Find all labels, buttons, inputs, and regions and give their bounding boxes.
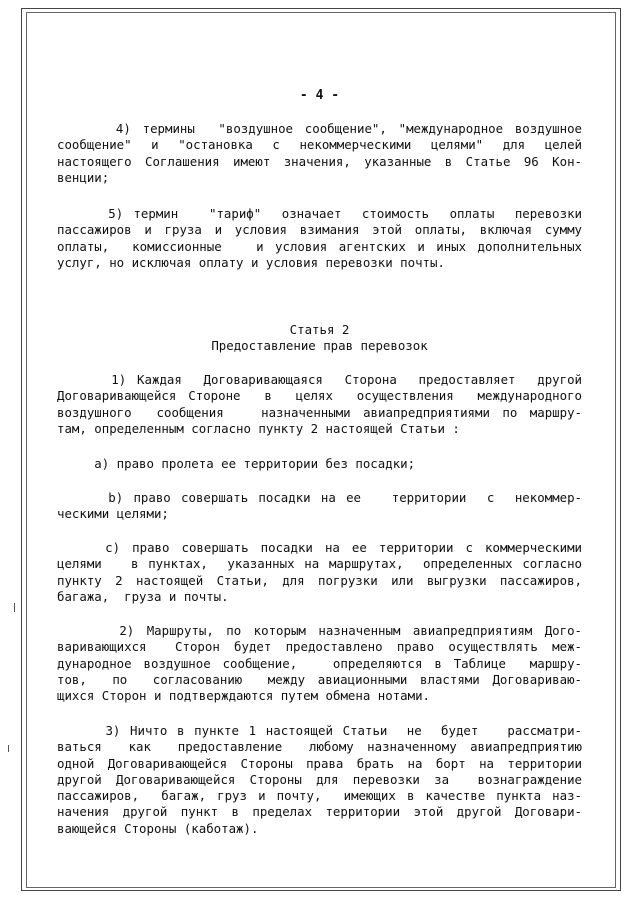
text-line: 1) Каждая Договаривающаяся Сторона предоставляет другой xyxy=(57,372,582,387)
paragraph-grant-of-rights xyxy=(57,372,582,437)
text-line: пассажиров и груза и условия взимания этой оплаты, включая сумму xyxy=(57,222,582,238)
text-line: ческими целями; xyxy=(57,506,169,522)
scan-edge-mark xyxy=(8,745,9,752)
text-line: сообщение" и "остановка с некоммерческими целями" для целей xyxy=(57,137,582,153)
text-line: вающейся Стороны (каботаж). xyxy=(57,820,259,836)
text-line: пассажиров, багаж, груз и почту, имеющих в качестве пункта наз- xyxy=(57,788,582,804)
text-line: венции; xyxy=(57,169,110,185)
text-line: другой Договаривающейся Стороны для перевозки за вознаграждение xyxy=(57,771,582,787)
paragraph-item-c xyxy=(57,540,582,605)
article-heading xyxy=(57,322,582,355)
text-line: багажа, груза и почты. xyxy=(57,588,229,604)
text-line: тов, по согласованию между авиационными властями Договариваю- xyxy=(57,671,582,687)
paragraph-item-b xyxy=(57,490,582,523)
text-line: начения другой пункт в пределах территории этой другой Договари- xyxy=(57,804,582,820)
article-subtitle: Предоставление прав перевозок xyxy=(211,338,428,354)
text-line: пункту 2 настоящей Статьи, для погрузки или выгрузки пассажиров, xyxy=(57,572,582,588)
text-line: услуг, но исключая оплату и условия перевозки почты. xyxy=(57,254,445,270)
article-title: Статья 2 xyxy=(289,322,350,337)
text-line: целями в пунктах, указанных на маршрутах, определенных согласно xyxy=(57,556,582,572)
text-line: воздушного сообщения назначенными авиапредприятиями по маршру- xyxy=(57,404,582,420)
paragraph-item-a xyxy=(57,456,582,472)
paragraph-routes xyxy=(57,623,582,704)
paragraph-cabotage xyxy=(57,723,582,837)
text-line: настоящего Соглашения имеют значения, указанные в Статье 96 Кон- xyxy=(57,153,582,169)
text-line: одной Договаривающейся Стороны права брать на борт на территории xyxy=(57,755,582,771)
text-line: 2) Маршруты, по которым назначенным авиапредприятиям Дого- xyxy=(57,623,582,638)
text-line: там, определенным согласно пункту 2 настоящей Статьи : xyxy=(57,420,460,436)
text-line: а) право пролета ее территории без посадки; xyxy=(57,456,416,471)
text-line: c) право совершать посадки на ее территории с коммерческими xyxy=(57,540,582,555)
text-line: 5) термин "тариф" означает стоимость оплаты перевозки xyxy=(57,206,582,221)
text-line: b) право совершать посадки на ее территории с некоммер- xyxy=(57,490,582,505)
page-number: - 4 - xyxy=(299,88,340,103)
text-line: 4) термины "воздушное сообщение", "международное воздушное xyxy=(57,121,582,136)
text-line: щихся Сторон и подтверждаются путем обмена нотами. xyxy=(57,688,430,704)
text-line: оплаты, комиссионные и условия агентских и иных дополнительных xyxy=(57,238,582,254)
paragraph-definition-tariff xyxy=(57,206,582,271)
text-line: дународное воздушное сообщение, определяются в Таблице маршру- xyxy=(57,655,582,671)
paragraph-definitions-air-service xyxy=(57,121,582,186)
scan-edge-mark xyxy=(14,603,15,612)
text-line: варивающихся Сторон будет предоставлено право осуществлять меж- xyxy=(57,639,582,655)
text-line: ваться как предоставление любому назначенному авиапредприятию xyxy=(57,739,582,755)
text-line: Договаривающейся Стороне в целях осуществления международного xyxy=(57,388,582,404)
text-line: 3) Ничто в пункте 1 настоящей Статьи не будет рассматри- xyxy=(57,723,582,738)
